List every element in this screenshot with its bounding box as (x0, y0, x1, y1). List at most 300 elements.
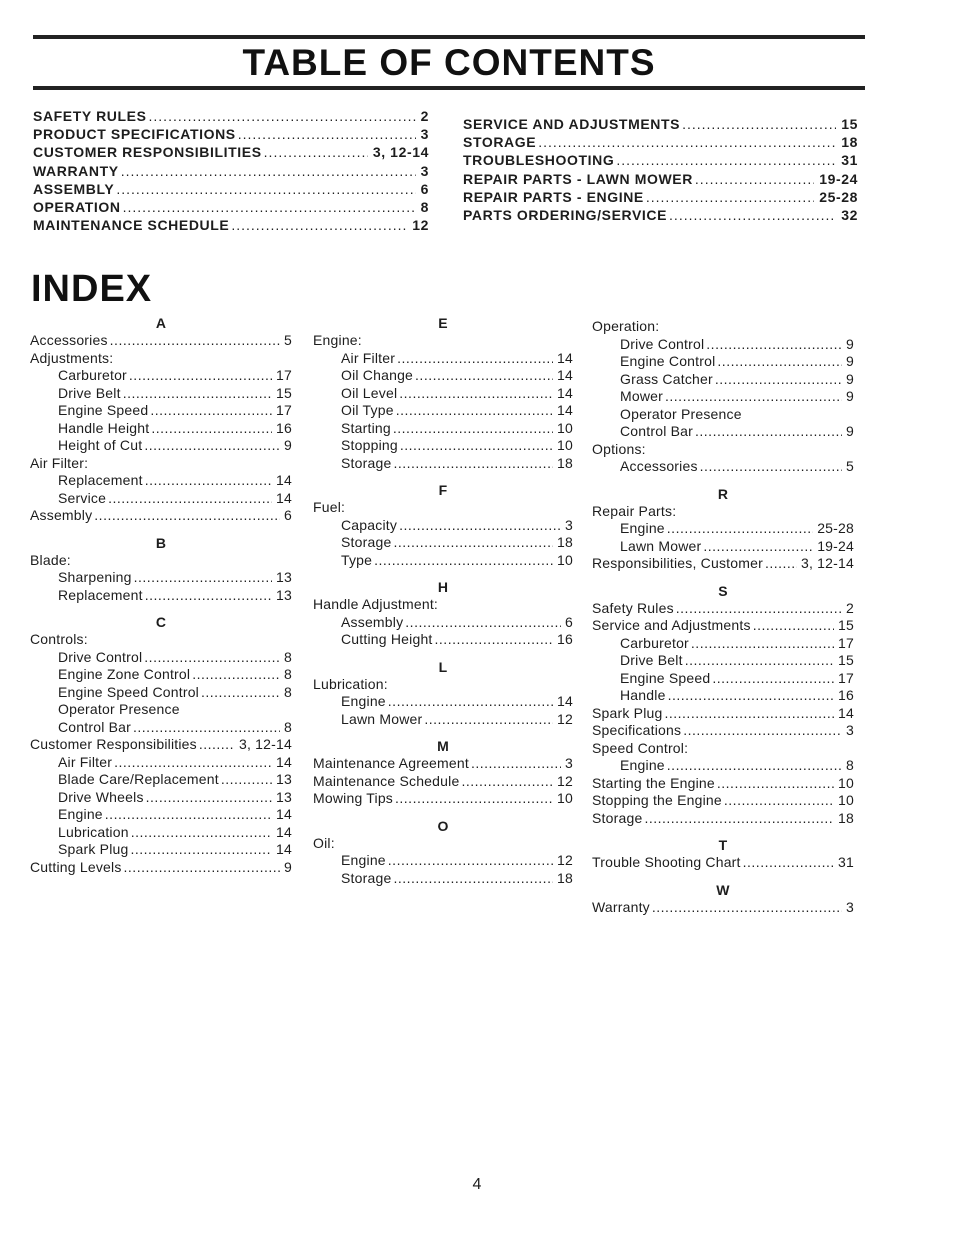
dot-leader (134, 569, 272, 587)
index-entry-page: 10 (557, 551, 573, 568)
index-subentry (30, 367, 292, 385)
index-subentry (30, 385, 292, 403)
index-column-2 (313, 314, 573, 887)
index-entry-label: Engine: (313, 332, 362, 348)
index-entry-label: Sharpening (58, 569, 132, 585)
dot-leader (415, 367, 553, 385)
toc-entry (33, 125, 429, 143)
index-entry-page: 15 (838, 652, 854, 668)
dot-leader (685, 652, 834, 670)
index-entry (30, 332, 292, 350)
index-entry-page: 13 (276, 771, 292, 787)
index-entry-label: Service and Adjustments (592, 617, 751, 633)
index-entry-page: 14 (838, 704, 854, 721)
dot-leader (676, 600, 842, 618)
index-entry (30, 552, 292, 570)
index-entry-label: Lubrication: (313, 675, 388, 692)
index-entry-label: Oil: (313, 834, 335, 851)
dot-leader (131, 824, 272, 842)
section-spacer (592, 872, 854, 881)
index-entry-label: Oil Type (341, 402, 394, 418)
dot-leader (669, 206, 836, 224)
toc-entry-label: TROUBLESHOOTING (463, 152, 615, 169)
index-entry-label: Maintenance Schedule (313, 772, 460, 789)
dot-leader (712, 670, 834, 688)
index-entry-label: Drive Belt (58, 384, 121, 401)
index-entry-page: 15 (276, 384, 292, 401)
dot-leader (192, 666, 280, 684)
toc-entry-page: 19-24 (819, 170, 858, 187)
dot-leader (374, 552, 553, 570)
index-entry (313, 790, 573, 808)
index-subentry (592, 670, 854, 688)
index-entry-page: 16 (557, 631, 573, 647)
index-entry-label: Starting (341, 419, 391, 436)
index-entry-label: Controls: (30, 631, 88, 647)
toc-entry-page: 3 (420, 162, 429, 179)
dot-leader (668, 687, 834, 705)
index-entry-label: Spark Plug (58, 841, 129, 857)
index-entry (313, 332, 573, 350)
index-entry-page: 8 (284, 683, 292, 700)
index-entry-page: 12 (557, 710, 573, 727)
toc-entry-label: CUSTOMER RESPONSIBILITIES (33, 144, 262, 161)
index-subentry (313, 437, 573, 455)
dot-leader (667, 757, 842, 775)
index-entry-page: 14 (557, 402, 573, 418)
toc-entry-label: REPAIR PARTS - LAWN MOWER (463, 170, 693, 187)
index-entry-label: Engine (58, 806, 103, 822)
index-entry-label: Handle Height (58, 419, 150, 436)
index-entry-label: Starting the Engine (592, 774, 715, 791)
toc-entry-label: PARTS ORDERING/SERVICE (463, 206, 668, 223)
index-entry-page: 18 (557, 454, 573, 471)
dot-leader (644, 810, 834, 828)
index-subentry (30, 420, 292, 438)
dot-leader (399, 517, 561, 535)
index-subentry (313, 367, 573, 385)
index-subentry (30, 754, 292, 772)
index-entry (313, 499, 573, 517)
index-entry-page: 18 (838, 809, 854, 826)
index-letter: C (155, 614, 167, 630)
index-entry-label: Air Filter: (30, 454, 89, 471)
section-spacer (592, 573, 854, 582)
index-entry (313, 773, 573, 791)
index-subentry (30, 437, 292, 455)
index-entry (592, 722, 854, 740)
dot-leader (399, 385, 553, 403)
toc-entry (463, 206, 858, 224)
index-letter: L (438, 658, 448, 675)
index-entry-label: Air Filter (341, 349, 396, 366)
toc-entry-page: 8 (420, 198, 429, 215)
index-entry-label: Engine (620, 520, 665, 536)
index-entry-label: Drive Belt (620, 652, 683, 668)
dot-leader (695, 170, 814, 188)
dot-leader (130, 841, 272, 859)
index-entry (30, 455, 292, 473)
index-entry-label: Engine (341, 852, 386, 868)
index-entry-label: Options: (592, 440, 646, 457)
toc-entry (463, 151, 858, 169)
index-entry-label: Drive Control (620, 335, 705, 352)
index-entry-label: Drive Wheels (58, 788, 144, 805)
dot-leader (646, 188, 814, 206)
dot-leader (765, 555, 797, 573)
index-entry-label: Storage (592, 809, 643, 826)
index-letter: B (155, 534, 167, 551)
index-subentry (313, 402, 573, 420)
toc-entry-page: 25-28 (819, 188, 858, 205)
index-entry-page: 3 (565, 516, 573, 533)
index-entry-label: Air Filter (58, 753, 113, 770)
dot-leader (393, 455, 553, 473)
index-subentry (30, 771, 292, 789)
toc-entry (463, 188, 858, 206)
index-entry-label: Grass Catcher (620, 370, 713, 387)
index-entry-page: 14 (276, 823, 292, 840)
dot-leader (393, 870, 553, 888)
toc-entry (463, 170, 858, 188)
dot-leader (199, 736, 235, 754)
index-subentry (30, 789, 292, 807)
index-entry (313, 676, 573, 694)
index-entry-page: 18 (557, 534, 573, 550)
dot-leader (424, 711, 553, 729)
dot-leader (461, 773, 553, 791)
index-entry-label: Speed Control: (592, 739, 689, 756)
index-letter: M (437, 738, 449, 754)
index-subentry (313, 870, 573, 888)
dot-leader (123, 385, 272, 403)
section-spacer (313, 808, 573, 817)
index-entry-page: 3 (846, 722, 854, 738)
dot-leader (405, 614, 561, 632)
index-entry-label: Control Bar (58, 718, 132, 735)
dot-leader (123, 198, 416, 216)
dot-leader (683, 722, 842, 740)
page-number: 4 (472, 1176, 482, 1193)
toc-entry (33, 198, 429, 216)
index-entry-label: Drive Control (58, 648, 143, 665)
toc-entry-page: 12 (412, 217, 429, 234)
index-entry-page: 10 (557, 437, 573, 453)
index-subentry (592, 652, 854, 670)
index-entry-page: 16 (276, 419, 292, 436)
dot-leader (435, 631, 553, 649)
index-entry-label: Service (58, 489, 107, 506)
index-entry-label: Type (341, 551, 373, 568)
section-spacer (592, 827, 854, 836)
dot-leader (664, 705, 834, 723)
index-entry-label: Customer Responsibilities (30, 736, 197, 752)
dot-leader (149, 107, 416, 125)
dot-leader (116, 180, 415, 198)
toc-entry (463, 133, 858, 151)
index-entry-page: 17 (838, 669, 854, 686)
index-entry-page: 19-24 (817, 537, 854, 554)
toc-entry-page: 31 (841, 152, 858, 169)
index-entry-label: Engine Speed (58, 402, 149, 418)
index-entry-page: 12 (557, 772, 573, 789)
index-entry-page: 16 (838, 687, 854, 703)
index-entry-page: 5 (846, 458, 854, 474)
index-subentry (592, 687, 854, 705)
index-entry-label: Handle (620, 687, 666, 703)
index-entry-label: Storage (341, 534, 392, 550)
index-entry-page: 17 (838, 634, 854, 651)
index-entry (30, 350, 292, 368)
dot-leader (108, 490, 272, 508)
index-entry-label: Mowing Tips (313, 790, 394, 806)
index-entry-page: 13 (276, 586, 292, 603)
index-entry-label: Specifications (592, 722, 682, 738)
index-letter: A (155, 315, 167, 331)
index-entry-label: Oil Level (341, 384, 398, 401)
dot-leader (231, 216, 407, 234)
dot-leader (717, 353, 842, 371)
index-subentry (592, 757, 854, 775)
index-entry-page: 8 (284, 666, 292, 682)
index-column-1 (30, 314, 292, 876)
index-entry-label: Control Bar (620, 423, 694, 439)
index-entry-page: 14 (557, 367, 573, 383)
index-entry-page: 15 (838, 617, 854, 633)
dot-leader (201, 684, 280, 702)
index-entry-label: Safety Rules (592, 599, 674, 616)
section-spacer (313, 728, 573, 737)
dot-leader (144, 649, 280, 667)
index-subentry (313, 614, 573, 632)
toc-entry-label: OPERATION (33, 198, 121, 215)
dot-leader (105, 806, 272, 824)
index-entry-label: Handle Adjustment: (313, 596, 439, 612)
toc-entry (33, 216, 429, 234)
dot-leader (753, 617, 834, 635)
index-entry-label: Responsibilities, Customer (592, 555, 763, 571)
index-entry (592, 810, 854, 828)
index-entry (592, 600, 854, 618)
toc-entry-label: SAFETY RULES (33, 108, 147, 124)
index-letter: T (718, 837, 728, 853)
index-entry-page: 8 (284, 648, 292, 665)
index-entry-label: Lubrication (58, 823, 129, 840)
index-entry-page: 3, 12-14 (801, 555, 854, 571)
dot-leader (121, 162, 416, 180)
index-entry-page: 10 (557, 419, 573, 436)
index-entry-page: 2 (846, 599, 854, 616)
index-entry-page: 14 (276, 841, 292, 857)
index-entry-label: Engine Speed Control (58, 683, 199, 700)
dot-leader (715, 371, 842, 389)
dot-leader (124, 859, 280, 877)
toc-entry (33, 162, 429, 180)
index-subentry (313, 350, 573, 368)
index-subentry (30, 569, 292, 587)
index-entry-label: Cutting Levels (30, 858, 122, 875)
toc-entry (33, 107, 429, 125)
index-entry-label: Adjustments: (30, 349, 114, 366)
index-entry-page: 17 (276, 402, 292, 418)
index-entry-page: 17 (276, 367, 292, 383)
toc-right-column (463, 115, 858, 224)
index-subentry (313, 711, 573, 729)
index-entry-label: Storage (341, 454, 392, 471)
section-spacer (592, 476, 854, 485)
index-entry-label: Accessories (30, 332, 108, 348)
index-entry-label: Engine (620, 757, 665, 773)
dot-leader (667, 520, 813, 538)
toc-entry-label: PRODUCT SPECIFICATIONS (33, 126, 236, 143)
index-entry (30, 631, 292, 649)
index-entry (592, 899, 854, 917)
index-entry-page: 14 (557, 349, 573, 366)
index-entry-page: 14 (276, 489, 292, 506)
index-subentry (30, 806, 292, 824)
index-subentry (30, 719, 292, 737)
index-entry-page: 9 (846, 423, 854, 439)
toc-entry-page: 3 (420, 126, 429, 143)
index-entry-page: 12 (557, 852, 573, 868)
index-entry-label: Stopping (341, 437, 398, 453)
index-entry-page: 5 (284, 332, 292, 348)
toc-entry-page: 32 (841, 206, 858, 223)
index-entry-page: 3 (846, 898, 854, 915)
index-entry (592, 617, 854, 635)
dot-leader (706, 336, 842, 354)
index-entry-label: Blade Care/Replacement (58, 771, 219, 787)
dot-leader (238, 125, 416, 143)
index-letter: F (438, 482, 448, 498)
index-subentry (30, 684, 292, 702)
dot-leader (695, 423, 842, 441)
dot-leader (388, 693, 553, 711)
dot-leader (700, 458, 842, 476)
toc-entry-label: WARRANTY (33, 162, 119, 179)
index-entry (592, 705, 854, 723)
index-entry-label: Storage (341, 869, 392, 886)
index-subentry (313, 631, 573, 649)
index-entry-label: Carburetor (620, 634, 689, 651)
index-entry (592, 775, 854, 793)
index-entry-page: 14 (557, 693, 573, 709)
section-spacer (313, 569, 573, 578)
index-subentry (30, 666, 292, 684)
index-entry (592, 318, 854, 336)
index-entry-label: Engine (341, 693, 386, 709)
index-entry-label: Engine Speed (620, 669, 711, 686)
index-entry-label: Operation: (592, 318, 660, 334)
index-entry-page: 8 (284, 718, 292, 735)
dot-leader (133, 719, 280, 737)
dot-leader (264, 143, 368, 161)
index-subentry (592, 406, 854, 424)
index-entry-label: Cutting Height (341, 631, 433, 647)
dot-leader (397, 350, 553, 368)
index-subentry (592, 538, 854, 556)
index-entry-page: 10 (557, 790, 573, 806)
index-entry-label: Blade: (30, 551, 71, 568)
index-subentry (30, 402, 292, 420)
index-letter: R (717, 485, 729, 502)
index-entry-page: 9 (846, 335, 854, 352)
index-title: INDEX (31, 268, 153, 310)
index-entry-page: 3 (565, 755, 573, 771)
dot-leader (703, 538, 813, 556)
index-entry-page: 18 (557, 869, 573, 886)
index-entry (313, 755, 573, 773)
index-letter: S (718, 582, 728, 599)
index-entry-page: 14 (557, 384, 573, 401)
section-spacer (30, 604, 292, 613)
index-entry-page: 10 (838, 774, 854, 791)
dot-leader (145, 587, 272, 605)
dot-leader (682, 115, 836, 133)
toc-entry-page: 6 (420, 180, 429, 197)
index-subentry (592, 353, 854, 371)
dot-leader (652, 899, 842, 917)
index-entry-label: Engine Zone Control (58, 666, 191, 682)
dot-leader (393, 534, 553, 552)
index-subentry (313, 534, 573, 552)
index-entry (592, 441, 854, 459)
toc-entry-label: SERVICE AND ADJUSTMENTS (463, 116, 681, 132)
index-entry-label: Replacement (58, 586, 143, 603)
index-entry-label: Operator Presence (620, 405, 742, 422)
index-letter: O (437, 817, 449, 834)
dot-leader (150, 402, 272, 420)
dot-leader (743, 854, 834, 872)
index-entry-page: 13 (276, 569, 292, 585)
index-entry-page: 9 (846, 370, 854, 387)
section-spacer (313, 649, 573, 658)
bottom-rule (33, 86, 865, 90)
index-column-3 (592, 318, 854, 916)
dot-leader (388, 852, 553, 870)
index-entry-page: 14 (276, 753, 292, 770)
index-subentry (30, 701, 292, 719)
toc-entry (33, 143, 429, 161)
index-entry-label: Capacity (341, 516, 398, 533)
index-subentry (592, 423, 854, 441)
index-entry (592, 740, 854, 758)
toc-entry-label: STORAGE (463, 134, 537, 151)
index-entry-label: Spark Plug (592, 704, 663, 721)
toc-title: TABLE OF CONTENTS (242, 42, 656, 83)
dot-leader (151, 420, 272, 438)
index-subentry (592, 336, 854, 354)
index-entry-label: Accessories (620, 458, 698, 474)
dot-leader (129, 367, 272, 385)
index-letter: W (716, 881, 730, 898)
index-subentry (30, 490, 292, 508)
dot-leader (145, 472, 272, 490)
dot-leader (538, 133, 836, 151)
toc-entry-page: 15 (841, 116, 858, 132)
index-entry (313, 835, 573, 853)
index-entry-label: Assembly (341, 613, 404, 630)
index-entry-page: 13 (276, 788, 292, 805)
index-entry-page: 9 (284, 858, 292, 875)
index-entry-label: Warranty (592, 898, 650, 915)
index-entry-label: Fuel: (313, 499, 346, 515)
index-entry-page: 14 (276, 472, 292, 488)
dot-leader (221, 771, 272, 789)
index-subentry (592, 635, 854, 653)
index-entry-label: Mower (620, 388, 664, 404)
dot-leader (110, 332, 280, 350)
